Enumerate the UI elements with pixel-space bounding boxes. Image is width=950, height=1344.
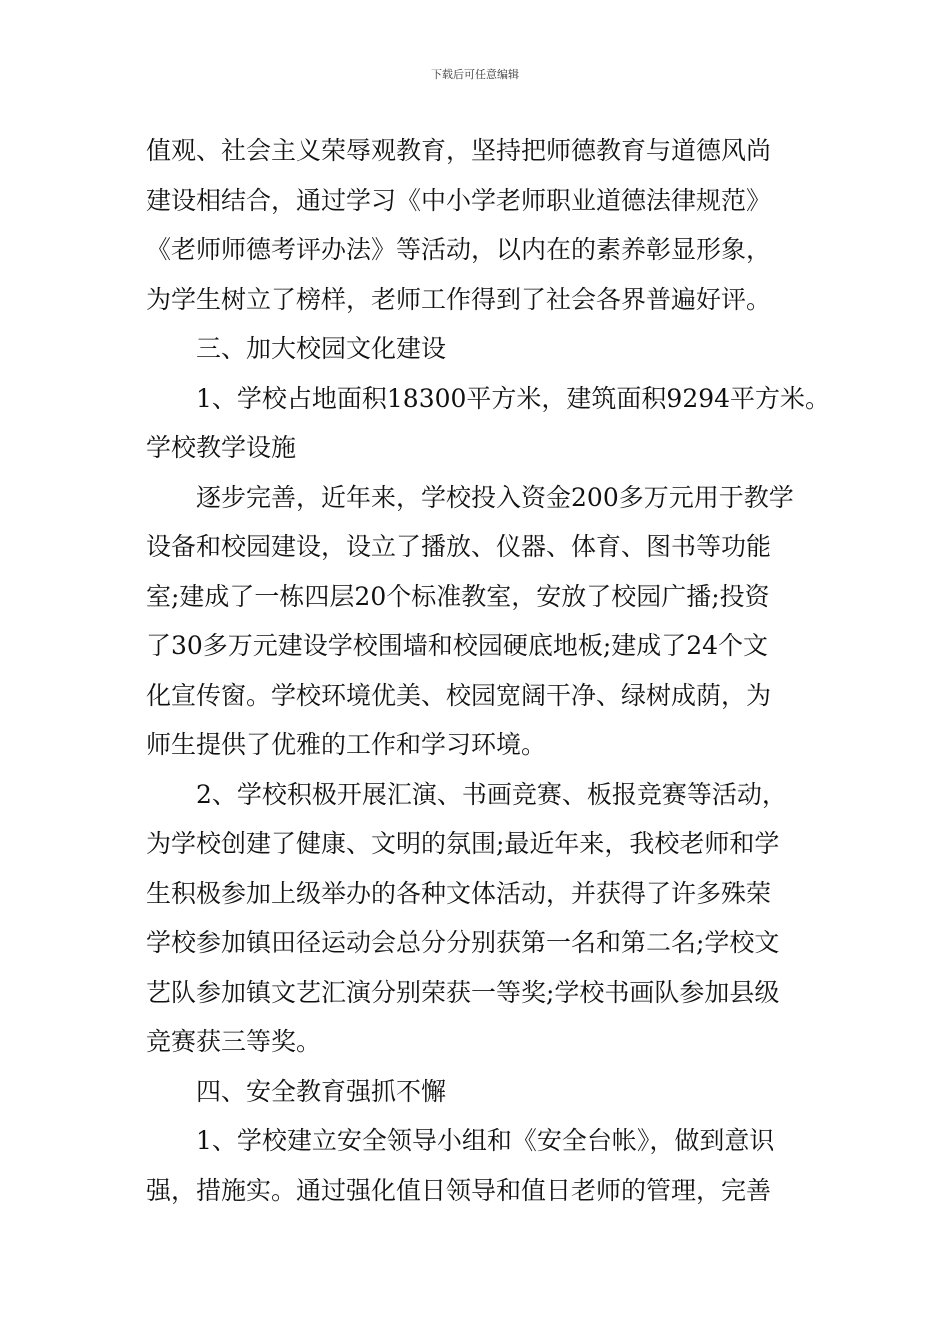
text-line: 了30多万元建设学校围墙和校园硬底地板;建成了24个文 (146, 631, 769, 660)
text-line: 逐步完善，近年来，学校投入资金200多万元用于教学 (196, 482, 794, 512)
text-line: 值观、社会主义荣辱观教育，坚持把师德教育与道德风尚 (146, 136, 772, 165)
text-line: 强，措施实。通过强化值日领导和值日老师的管理，完善 (146, 1175, 772, 1205)
text-line: 建设相结合，通过学习《中小学老师职业道德法律规范》 (146, 185, 772, 215)
section-heading: 四、安全教育强抓不懈 (196, 1076, 447, 1106)
text-line: 学校参加镇田径运动会总分分别获第一名和第二名;学校文 (146, 928, 780, 957)
text-line: 艺队参加镇文艺汇演分别荣获一等奖;学校书画队参加县级 (146, 977, 780, 1007)
text-line: 室;建成了一栋四层20个标准教室，安放了校园广播;投资 (146, 581, 770, 611)
text-line: 1、学校建立安全领导小组和《安全台帐》，做到意识 (196, 1126, 775, 1155)
text-line: 1、学校占地面积18300平方米，建筑面积9294平方米。 (196, 383, 831, 413)
text-line: 师生提供了优雅的工作和学习环境。 (146, 730, 547, 759)
text-line: 生积极参加上级举办的各种文体活动，并获得了许多殊荣 (146, 878, 772, 908)
page-header: 下载后可任意编辑 (431, 68, 519, 81)
text-line: 为学生树立了榜样，老师工作得到了社会各界普遍好评。 (146, 284, 772, 314)
text-line: 2、学校积极开展汇演、书画竞赛、板报竞赛等活动， (196, 779, 787, 809)
text-line: 为学校创建了健康、文明的氛围;最近年来，我校老师和学 (146, 829, 780, 858)
text-line: 化宣传窗。学校环境优美、校园宽阔干净、绿树成荫，为 (146, 680, 772, 710)
section-heading: 三、加大校园文化建设 (196, 334, 447, 363)
text-line: 《老师师德考评办法》等活动，以内在的素养彰显形象， (146, 235, 772, 264)
text-line: 竞赛获三等奖。 (146, 1027, 322, 1056)
text-line: 设备和校园建设，设立了播放、仪器、体育、图书等功能 (146, 532, 772, 561)
text-line: 学校教学设施 (146, 433, 297, 462)
document-body (146, 126, 831, 1215)
